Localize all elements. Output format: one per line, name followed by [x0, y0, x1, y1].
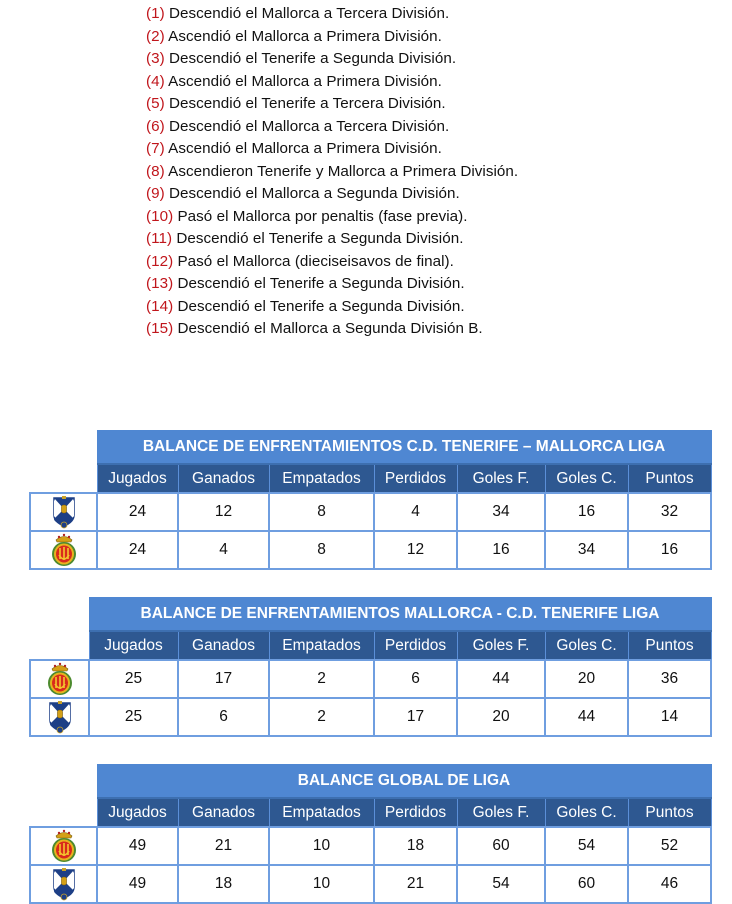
footnote	[146, 48, 518, 71]
table-row	[30, 827, 711, 865]
table-row	[30, 660, 711, 698]
cell-ganados: 17	[178, 660, 269, 698]
footnote-text: Descendió el Mallorca a Tercera División.	[164, 117, 450, 135]
cell-goles-c: 60	[545, 865, 628, 903]
footnote	[146, 318, 518, 341]
cell-ganados: 6	[178, 698, 269, 736]
footnote-number: (1)	[146, 5, 165, 22]
balance-table-global	[29, 764, 712, 904]
column-header-puntos: Puntos	[628, 631, 711, 660]
footnote-text: Descendió el Mallorca a Segunda División.	[164, 185, 460, 202]
column-header-ganados: Ganados	[178, 464, 269, 493]
footnote	[146, 183, 518, 206]
footnote-number: (14)	[146, 297, 174, 315]
cell-perdidos: 17	[374, 698, 457, 736]
corner-blank	[30, 631, 89, 660]
footnote-number: (11)	[146, 230, 173, 247]
column-header-empatados: Empatados	[269, 798, 374, 827]
column-header-goles-c: Goles C.	[545, 798, 628, 827]
footnote	[146, 71, 518, 94]
mallorca-crest-icon	[50, 828, 78, 864]
cell-perdidos: 18	[374, 827, 457, 865]
column-header-puntos: Puntos	[628, 464, 711, 493]
column-header-ganados: Ganados	[178, 631, 269, 660]
footnotes-list	[146, 3, 518, 341]
footnote-text: Descendió el Mallorca a Segunda División B.	[173, 320, 483, 337]
footnote-text: Descendió el Mallorca a Tercera División.	[164, 5, 450, 22]
cell-ganados: 4	[178, 531, 269, 569]
column-header-goles-f: Goles F.	[457, 798, 545, 827]
cell-jugados: 24	[97, 493, 178, 531]
cell-goles-f: 16	[457, 531, 545, 569]
cell-goles-f: 60	[457, 827, 545, 865]
corner-blank	[30, 464, 97, 493]
team-logo-cell	[30, 865, 97, 903]
corner-blank	[30, 765, 97, 799]
cell-puntos: 16	[628, 531, 711, 569]
footnote-number: (7)	[146, 140, 165, 157]
tenerife-crest-icon	[52, 867, 76, 901]
footnote	[146, 3, 518, 26]
column-header-ganados: Ganados	[178, 798, 269, 827]
column-header-empatados: Empatados	[269, 464, 374, 493]
footnote-text: Descendió el Tenerife a Segunda División.	[173, 297, 465, 315]
footnote-number: (9)	[146, 185, 165, 202]
cell-puntos: 46	[628, 865, 711, 903]
balance-table-tenerife-mallorca	[29, 430, 712, 570]
column-header-goles-c: Goles C.	[545, 631, 628, 660]
footnote-text: Ascendieron Tenerife y Mallorca a Primera División.	[164, 162, 519, 180]
cell-goles-c: 44	[545, 698, 628, 736]
table-row	[30, 698, 711, 736]
cell-goles-c: 34	[545, 531, 628, 569]
cell-ganados: 12	[178, 493, 269, 531]
cell-goles-f: 20	[457, 698, 545, 736]
cell-empatados: 10	[269, 827, 374, 865]
column-header-perdidos: Perdidos	[374, 464, 457, 493]
cell-puntos: 36	[628, 660, 711, 698]
footnote-number: (8)	[146, 162, 165, 180]
team-logo-cell	[30, 698, 89, 736]
footnote-number: (12)	[146, 252, 174, 270]
tenerife-crest-icon	[48, 700, 72, 734]
cell-jugados: 49	[97, 865, 178, 903]
cell-perdidos: 12	[374, 531, 457, 569]
mallorca-crest-icon	[46, 661, 74, 697]
footnote-number: (5)	[146, 95, 165, 112]
cell-puntos: 32	[628, 493, 711, 531]
column-header-jugados: Jugados	[97, 798, 178, 827]
cell-perdidos: 6	[374, 660, 457, 698]
cell-empatados: 8	[269, 531, 374, 569]
cell-jugados: 49	[97, 827, 178, 865]
column-header-empatados: Empatados	[269, 631, 374, 660]
team-logo-cell	[30, 827, 97, 865]
footnote	[146, 26, 518, 49]
balance-table-mallorca-tenerife	[29, 597, 712, 737]
table-title: BALANCE DE ENFRENTAMIENTOS C.D. TENERIFE – MALLORCA LIGA	[97, 431, 711, 465]
cell-goles-c: 20	[545, 660, 628, 698]
table-row	[30, 493, 711, 531]
footnote-number: (13)	[146, 275, 174, 292]
cell-jugados: 25	[89, 698, 178, 736]
footnote-number: (6)	[146, 117, 165, 135]
team-logo-cell	[30, 660, 89, 698]
table-row	[30, 531, 711, 569]
column-header-goles-c: Goles C.	[545, 464, 628, 493]
cell-empatados: 2	[269, 660, 374, 698]
cell-goles-f: 44	[457, 660, 545, 698]
footnote-number: (3)	[146, 50, 165, 67]
tenerife-crest-icon	[52, 495, 76, 529]
cell-perdidos: 21	[374, 865, 457, 903]
footnote-text: Ascendió el Mallorca a Primera División.	[164, 72, 442, 90]
table-title: BALANCE DE ENFRENTAMIENTOS MALLORCA - C.D. TENERIFE LIGA	[89, 598, 711, 632]
mallorca-crest-icon	[50, 532, 78, 568]
footnote-text: Descendió el Tenerife a Segunda División.	[173, 275, 465, 292]
footnote-number: (10)	[146, 207, 174, 225]
cell-empatados: 8	[269, 493, 374, 531]
footnote	[146, 228, 518, 251]
footnote	[146, 116, 518, 139]
corner-blank	[30, 798, 97, 827]
cell-ganados: 18	[178, 865, 269, 903]
footnote-text: Ascendió el Mallorca a Primera División.	[164, 140, 442, 157]
cell-empatados: 2	[269, 698, 374, 736]
corner-blank	[30, 431, 97, 465]
footnote	[146, 206, 518, 229]
cell-jugados: 25	[89, 660, 178, 698]
cell-goles-c: 54	[545, 827, 628, 865]
cell-goles-f: 34	[457, 493, 545, 531]
footnote-text: Descendió el Tenerife a Tercera División.	[164, 95, 446, 112]
column-header-goles-f: Goles F.	[457, 631, 545, 660]
column-header-jugados: Jugados	[97, 464, 178, 493]
team-logo-cell	[30, 531, 97, 569]
column-header-perdidos: Perdidos	[374, 631, 457, 660]
footnote	[146, 138, 518, 161]
cell-empatados: 10	[269, 865, 374, 903]
cell-perdidos: 4	[374, 493, 457, 531]
footnote-text: Descendió el Tenerife a Segunda División.	[164, 50, 457, 67]
footnote-text: Ascendió el Mallorca a Primera División.	[164, 27, 442, 45]
column-header-puntos: Puntos	[628, 798, 711, 827]
table-title: BALANCE GLOBAL DE LIGA	[97, 765, 711, 799]
table-row	[30, 865, 711, 903]
cell-puntos: 14	[628, 698, 711, 736]
cell-ganados: 21	[178, 827, 269, 865]
footnote-number: (15)	[146, 320, 174, 337]
footnote	[146, 273, 518, 296]
footnote	[146, 296, 518, 319]
footnote-number: (2)	[146, 27, 165, 45]
team-logo-cell	[30, 493, 97, 531]
footnote-text: Descendió el Tenerife a Segunda División.	[172, 230, 464, 247]
footnote-text: Pasó el Mallorca (dieciseisavos de final).	[173, 252, 454, 270]
cell-goles-f: 54	[457, 865, 545, 903]
cell-puntos: 52	[628, 827, 711, 865]
cell-goles-c: 16	[545, 493, 628, 531]
footnote-text: Pasó el Mallorca por penaltis (fase previa).	[173, 207, 468, 225]
cell-jugados: 24	[97, 531, 178, 569]
footnote	[146, 251, 518, 274]
footnote	[146, 93, 518, 116]
footnote	[146, 161, 518, 184]
column-header-goles-f: Goles F.	[457, 464, 545, 493]
footnote-number: (4)	[146, 72, 165, 90]
corner-blank	[30, 598, 89, 632]
column-header-perdidos: Perdidos	[374, 798, 457, 827]
column-header-jugados: Jugados	[89, 631, 178, 660]
